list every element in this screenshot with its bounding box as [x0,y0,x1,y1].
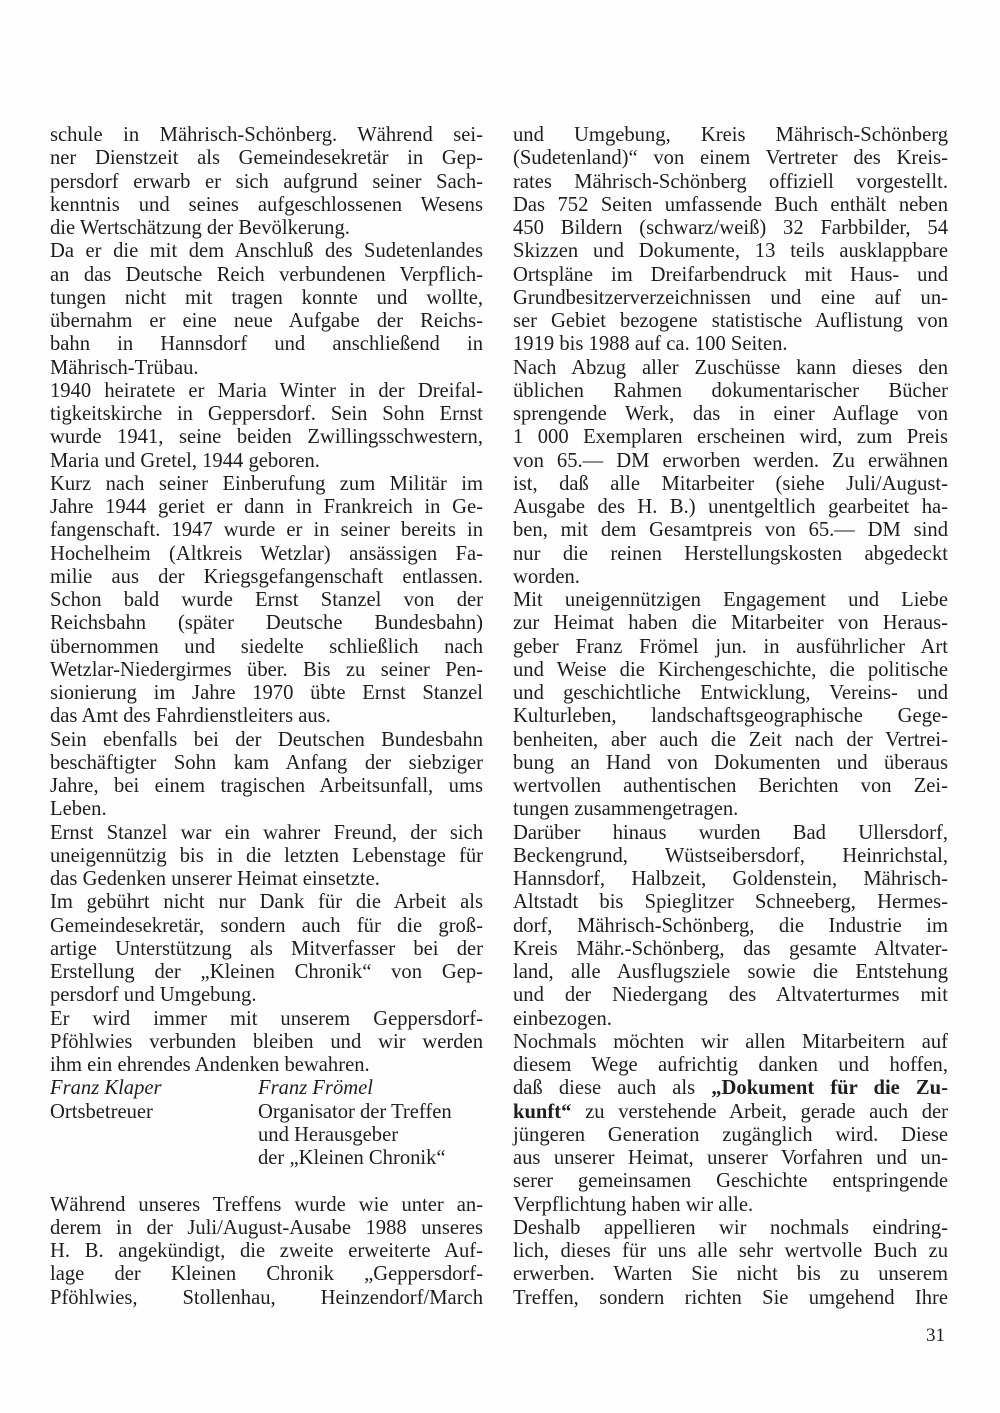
paragraph [50,1008,483,1078]
text-line: ben, mit dem Gesamtpreis von 65.— DM sind [513,519,948,542]
text-line: ist, daß alle Mitarbeiter (siehe Juli/August- [513,472,948,495]
text-line: Mit uneigennützigen Engagement und Liebe [513,589,948,611]
paragraph [513,357,948,590]
paragraph [50,240,483,380]
text-line: Beckengrund, Wüstseibersdorf, Heinrichstal, [513,844,948,867]
text-line: Kulturleben, landschaftsgeographische Gege- [513,705,948,728]
text-line: wurde 1941, seine beiden Zwillingsschwestern, [50,426,483,449]
text-line: Im gebührt nicht nur Dank für die Arbeit als [50,891,483,914]
text-line: und Umgebung, Kreis Mährisch-Schönberg [513,124,948,146]
text-line: bahn in Hannsdorf und anschließend in [50,333,483,356]
text-line: Darüber hinaus wurden Bad Ullersdorf, [513,821,948,844]
text-line: von 65.— DM erworben werden. Zu erwähnen [513,449,948,472]
left-column [50,124,483,1310]
text-line: Da er die mit dem Anschluß des Sudetenlandes [50,240,483,263]
text-line: land, alle Ausflugsziele sowie die Entstehung [513,961,948,983]
text-line: Mährisch-Trübau. [50,356,199,379]
paragraph [513,124,948,194]
signer-name-froemel: Franz Frömel [258,1077,373,1100]
text-line: ser Gebiet bezogene statistische Auflistung von [513,310,948,332]
text-line: erwerben. Warten Sie nicht bis zu unserem [513,1263,948,1286]
text-line: diesem Wege aufrichtig danken und hoffen, [513,1054,948,1076]
paragraph [50,1194,483,1310]
text-line: Ernst Stanzel war ein wahrer Freund, der sich [50,821,483,844]
text-line: serer gemeinsamen Geschichte entspringende [513,1170,948,1193]
text-line: 1919 bis 1988 auf ca. 100 Seiten. [513,333,788,356]
text-line: Sein ebenfalls bei der Deutschen Bundesbahn [50,728,483,751]
paragraph [513,1031,948,1217]
text-line: fangenschaft. 1947 wurde er in seiner bereits in [50,519,483,542]
text-line: die Wertschätzung der Bevölkerung. [50,217,350,239]
text-line: Erstellung der „Kleinen Chronik“ von Gep- [50,961,483,983]
text-line: worden. [513,565,580,588]
text-line: das Gedenken unserer Heimat einsetzte. [50,868,380,890]
text-line: 1940 heiratete er Maria Winter in der Dreifal- [50,379,483,402]
text-line: Das 752 Seiten umfassende Buch enthält neben [513,193,948,216]
text-line: Ausgabe des H. B.) unentgeltlich gearbeitet ha- [513,496,948,518]
text-line: Pföhlwies verbunden bleiben und wir werden [50,1030,483,1053]
paragraph [50,822,483,892]
right-column [513,124,948,1310]
text-fragment: daß diese auch als [513,1077,712,1100]
text-line: milie aus der Kriegsgefangenschaft entlassen. [50,565,483,588]
paragraph [50,589,483,729]
text-fragment: zu verstehende Arbeit, gerade auch der [571,1100,948,1123]
text-line: Wetzlar-Niedergirmes über. Bis zu seiner Pen- [50,658,483,681]
text-line: benheiten, aber auch die Zeit nach der Vertrei- [513,728,948,751]
text-line: Nochmals möchten wir allen Mitarbeitern auf [513,1030,948,1053]
text-line: 1 000 Exemplaren erscheinen wird, zum Preis [513,426,948,449]
text-line: Pföhlwies, Stollenhau, Heinzendorf/March [50,1286,483,1309]
text-line: und geschichtliche Entwicklung, Vereins- und [513,682,948,704]
text-line: Während unseres Treffens wurde wie unter an- [50,1193,483,1216]
text-line: H. B. angekündigt, die zweite erweiterte Auf- [50,1240,483,1262]
text-line: Jahre 1944 geriet er dann in Frankreich in Ge- [50,496,483,518]
text-line: jüngeren Generation zugänglich wird. Diese [513,1123,948,1146]
text-line [513,1101,948,1124]
paragraph [50,124,483,240]
text-line: Leben. [50,798,107,821]
text-line: schule in Mährisch-Schönberg. Während sei- [50,124,483,146]
text-line: Kreis Mähr.-Schönberg, das gesamte Altvater- [513,937,948,960]
text-line: Ortspläne im Dreifarbendruck mit Haus- und [513,263,948,286]
text-line: tungen zusammengetragen. [513,798,739,821]
signer-role-klaper: Ortsbetreuer [50,1100,153,1123]
text-line: lage der Kleinen Chronik „Geppersdorf- [50,1263,483,1286]
paragraph [513,1217,948,1310]
text-line [513,1077,948,1100]
emphasis-dokument-fuer-die-zukunft: kunft“ [513,1100,572,1123]
paragraph [50,473,483,589]
emphasis-dokument-fuer-die-zukunft: „Dokument für die Zu- [711,1077,948,1100]
text-line: nur die reinen Herstellungskosten abgedeckt [513,542,948,565]
text-line: an das Deutsche Reich verbundenen Verpflich- [50,263,483,286]
paragraph [50,380,483,473]
signature-block [50,1077,483,1170]
text-line: (Sudetenland)“ von einem Vertreter des Kreis- [513,147,948,170]
signer-role-froemel: Organisator der Treffen [258,1100,452,1123]
text-line: uneigennützig bis in die letzten Lebenstage für [50,844,483,867]
text-line: das Amt des Fahrdienstleiters aus. [50,705,331,728]
text-line: Hannsdorf, Halbzeit, Goldenstein, Mährisch- [513,868,948,890]
text-line: ihm ein ehrendes Andenken bewahren. [50,1054,370,1076]
text-line: kenntnis und seines aufgeschlossenen Wesens [50,193,483,216]
text-line: ner Dienstzeit als Gemeindesekretär in Gep- [50,147,483,170]
paragraph [513,589,948,822]
text-line: tigkeitskirche in Geppersdorf. Sein Sohn Ernst [50,403,483,425]
text-line: geber Franz Frömel jun. in ausführlicher Art [513,635,948,658]
text-line: Skizzen und Dokumente, 13 teils ausklappbare [513,240,948,263]
signer-name-klaper: Franz Klaper [50,1077,162,1100]
text-line: aus unserer Heimat, unserer Vorfahren und un- [513,1147,948,1169]
text-line: Grundbesitzerverzeichnissen und eine auf un- [513,286,948,309]
text-line: lich, dieses für uns alle sehr wertvolle Buch zu [513,1240,948,1262]
text-line: persdorf und Umgebung. [50,984,257,1007]
text-line: und Weise die Kirchengeschichte, die politische [513,658,948,681]
text-line: Er wird immer mit unserem Geppersdorf- [50,1007,483,1030]
text-line: Hochelheim (Altkreis Wetzlar) ansässigen Fa- [50,542,483,565]
text-line: rates Mährisch-Schönberg offiziell vorgestellt. [513,170,948,193]
text-line: Treffen, sondern richten Sie umgehend Ihre [513,1286,948,1309]
text-line: Gemeindesekretär, sondern auch für die groß- [50,914,483,937]
text-line: übernahm er eine neue Aufgabe der Reichs- [50,310,483,332]
signer-role-froemel: der „Kleinen Chronik“ [258,1147,446,1169]
text-line: Schon bald wurde Ernst Stanzel von der [50,589,483,611]
text-line: derem in der Juli/August-Ausabe 1988 unseres [50,1216,483,1239]
text-line: Reichsbahn (später Deutsche Bundesbahn) [50,612,483,635]
text-line: wertvollen authentischen Berichten von Zei- [513,775,948,797]
text-line: Kurz nach seiner Einberufung zum Militär im [50,472,483,495]
text-line: zur Heimat haben die Mitarbeiter von Heraus- [513,612,948,635]
text-line: Maria und Gretel, 1944 geboren. [50,449,320,472]
text-line: Nach Abzug aller Zuschüsse kann dieses den [513,356,948,379]
text-line: persdorf erwarb er sich aufgrund seiner Sach- [50,170,483,193]
paragraph [50,729,483,822]
text-line: Altstadt bis Spieglitzer Schneeberg, Hermes- [513,891,948,914]
text-line: übernommen und siedelte schließlich nach [50,635,483,658]
text-line: artige Unterstützung als Mitverfasser bei der [50,937,483,960]
text-line: tungen nicht mit tragen konnte und wollte, [50,286,483,309]
text-line: einbezogen. [513,1007,612,1030]
text-line: bung an Hand von Dokumenten und überaus [513,751,948,774]
signer-role-froemel: und Herausgeber [258,1123,399,1146]
text-line: üblichen Rahmen dokumentarischer Bücher [513,379,948,402]
text-line: 450 Bildern (schwarz/weiß) 32 Farbbilder, 54 [513,217,948,239]
text-line: sionierung im Jahre 1970 übte Ernst Stanzel [50,682,483,704]
text-line: beschäftigter Sohn kam Anfang der siebziger [50,751,483,774]
page-number: 31 [926,1325,945,1346]
paragraph [513,194,948,357]
text-line: Deshalb appellieren wir nochmals eindring- [513,1216,948,1239]
paragraph [50,891,483,1007]
paragraph [513,822,948,1031]
text-line: Jahre, bei einem tragischen Arbeitsunfall, ums [50,775,483,797]
text-line: und der Niedergang des Altvaterturmes mit [513,984,948,1007]
text-line: dorf, Mährisch-Schönberg, die Industrie im [513,914,948,937]
text-line: Verpflichtung haben wir alle. [513,1193,754,1216]
text-line: sprengende Werk, das in einer Auflage von [513,403,948,425]
